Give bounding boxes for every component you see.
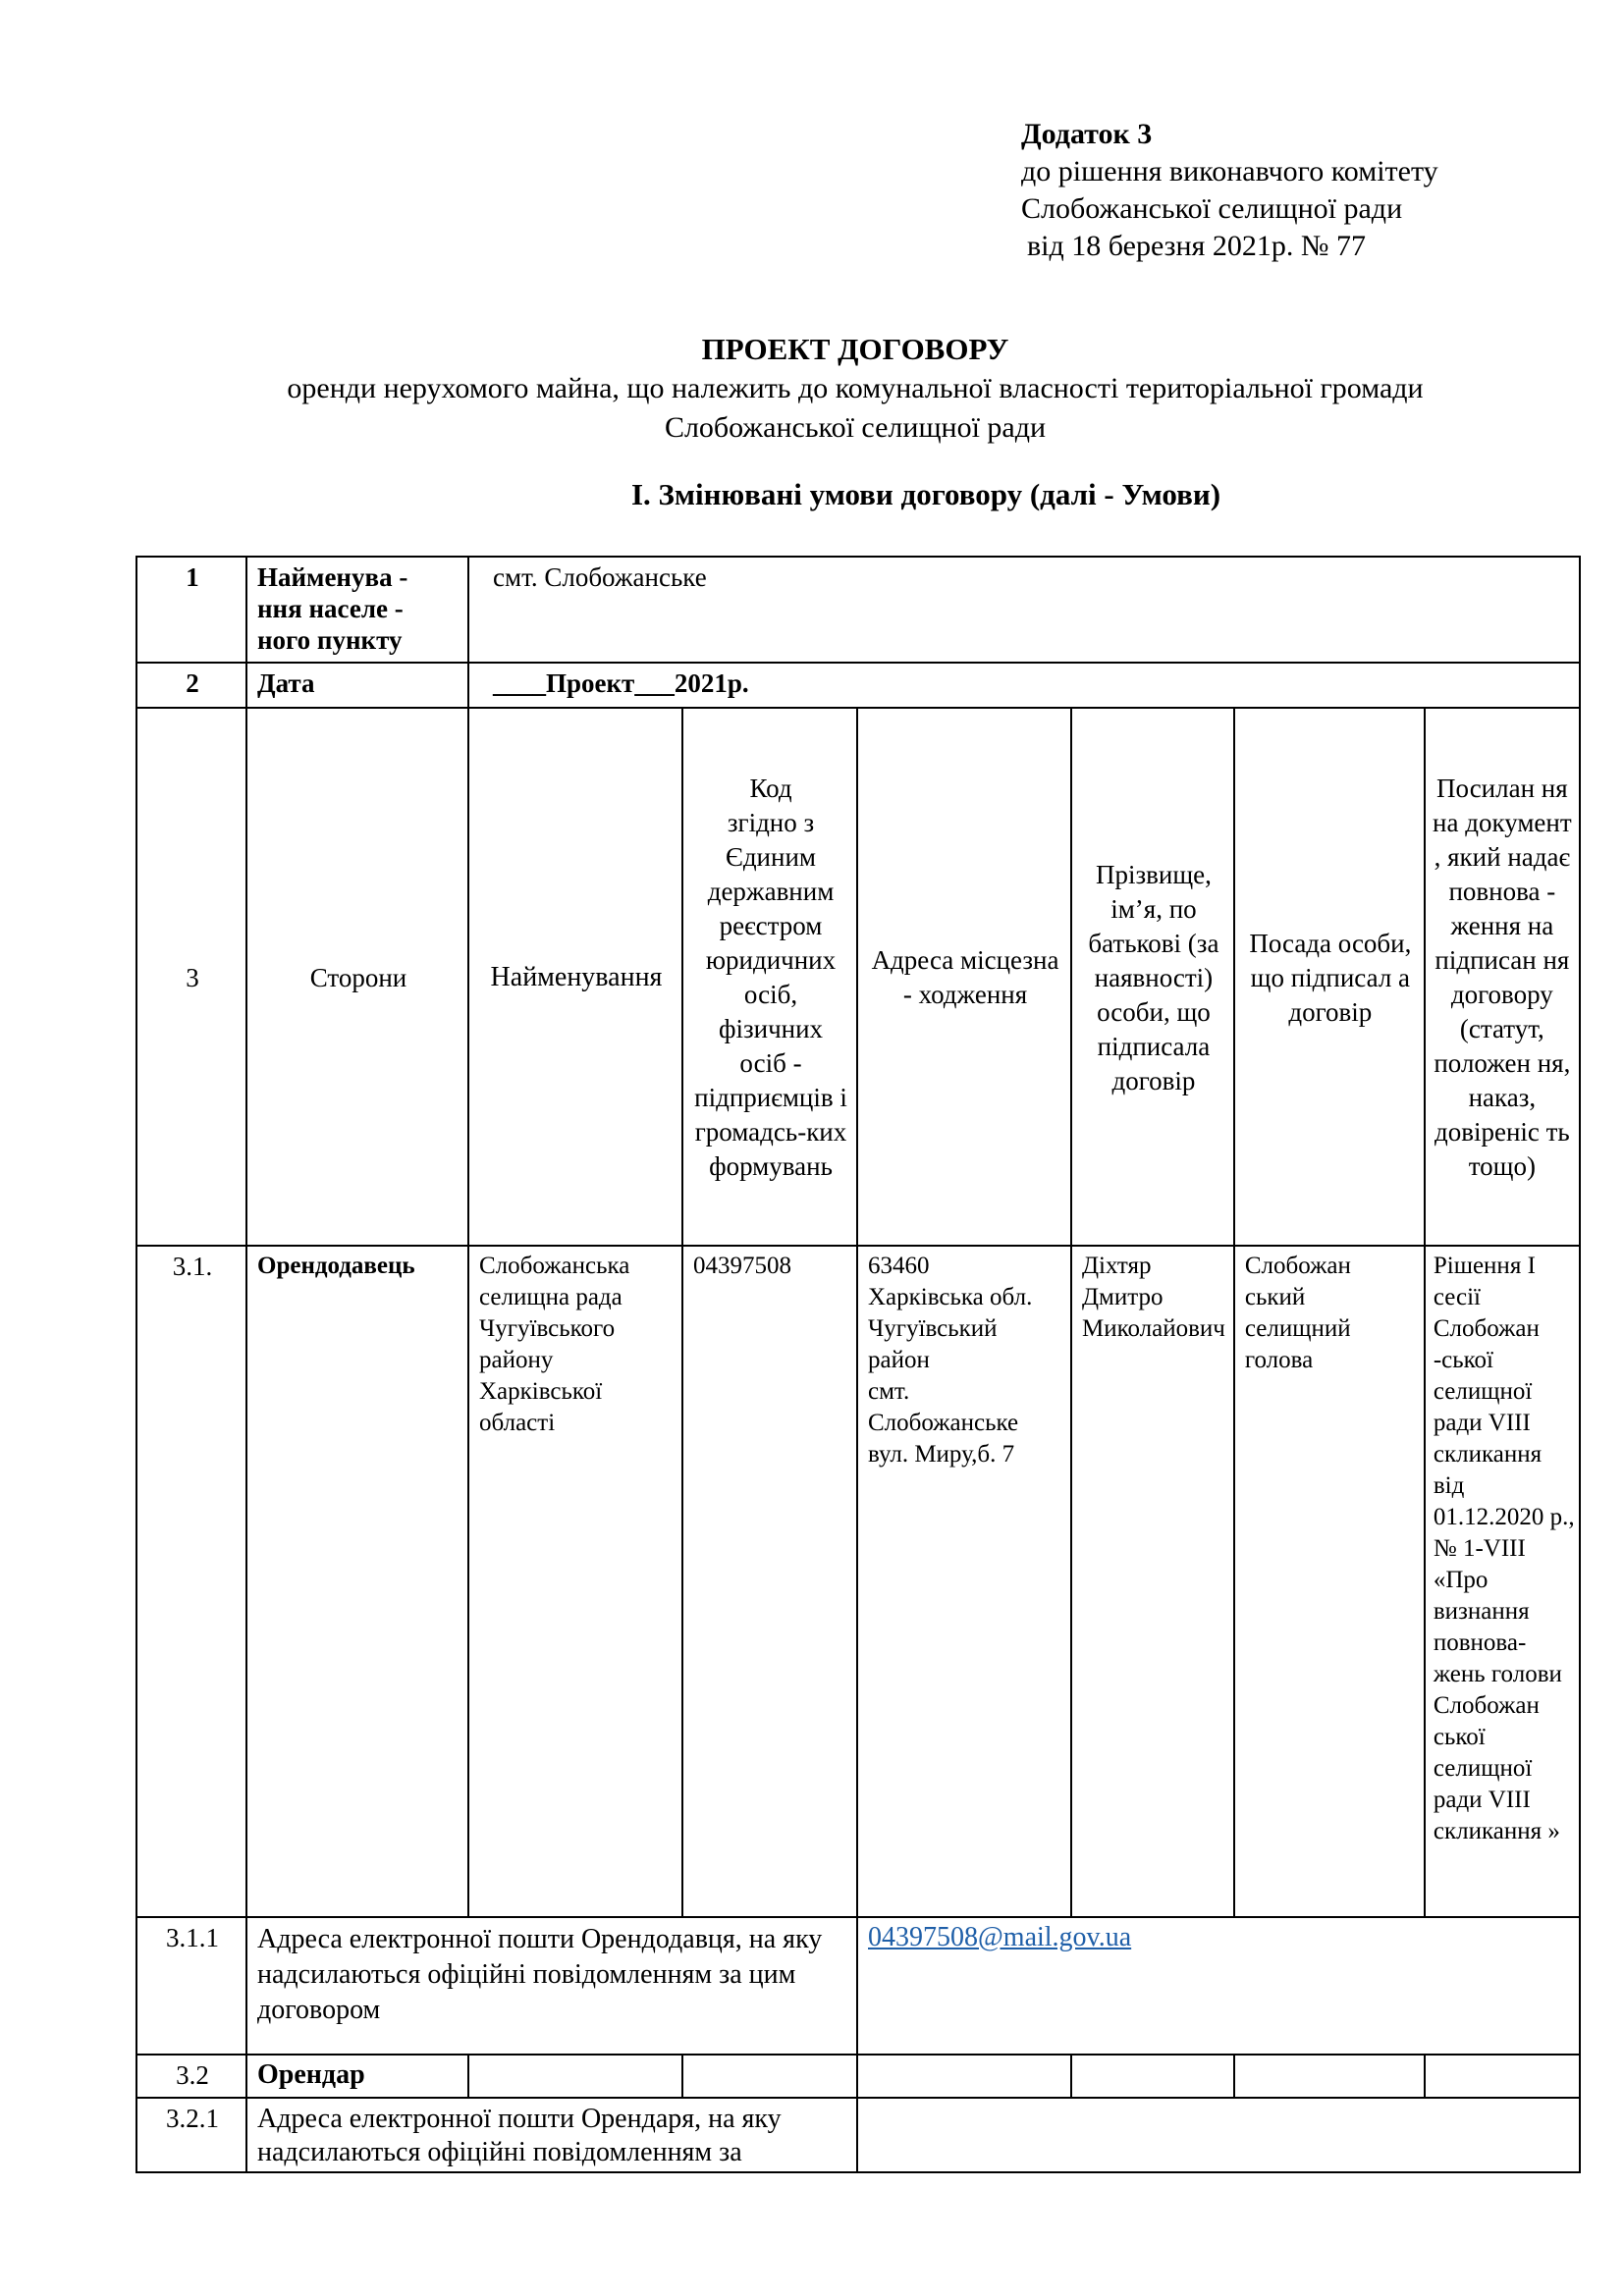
lessee-name	[468, 2055, 682, 2098]
appendix-label: Додаток 3	[1021, 118, 1153, 150]
lessee-position	[1234, 2055, 1425, 2098]
row-number: 1	[136, 557, 246, 663]
row-number: 3.2	[136, 2055, 246, 2098]
table-row	[136, 708, 1580, 1246]
lessee-label: Орендар	[246, 2055, 468, 2098]
section-title: І. Змінювані умови договору (далі - Умови)	[630, 477, 1221, 511]
lessor-name: Слобожанська селищна рада Чугуївського району Харківської області	[468, 1246, 682, 1917]
table-row	[136, 1917, 1580, 2055]
lessor-address: 63460 Харківська обл. Чугуївський район смт. Слобожанське вул. Миру,б. 7	[857, 1246, 1071, 1917]
appendix-line-1: до рішення виконавчого комітету	[1021, 155, 1438, 187]
table-row	[136, 557, 1580, 663]
header-document: Посилан ня на документ , який надає повнова - ження на підписан ня договору (статут, положен ня, наказ, довіреніс ть тощо)	[1425, 708, 1580, 1246]
header-position: Посада особи, що підписал а договір	[1234, 708, 1425, 1246]
header-address: Адреса місцезна - ходження	[857, 708, 1071, 1246]
date-value: ____Проект___2021р.	[468, 663, 1580, 708]
table-row	[136, 2055, 1580, 2098]
lessee-code	[682, 2055, 857, 2098]
lessor-label: Орендодавець	[246, 1246, 468, 1917]
lessee-email-cell	[857, 2098, 1580, 2172]
row-label-parties: Сторони	[246, 708, 468, 1246]
document-title: ПРОЕКТ ДОГОВОРУ	[701, 332, 1009, 366]
lessor-email-link[interactable]: 04397508@mail.gov.ua	[868, 1922, 1132, 1952]
contract-terms-table	[135, 556, 1581, 2173]
appendix-line-2: Слобожанської селищної ради	[1021, 192, 1403, 225]
appendix-line-3: від 18 березня 2021р. № 77	[1027, 230, 1366, 262]
row-number: 2	[136, 663, 246, 708]
lessor-document: Рішення І сесії Слобожан -ської селищної ради VІІІ скликання від 01.12.2020 р., № 1-VІІІ «Про визнання повнова-жень голови Слобожан ської селищної ради VІІІ скликання »	[1425, 1246, 1580, 1917]
table-row	[136, 663, 1580, 708]
row-number: 3	[136, 708, 246, 1246]
table-row	[136, 2098, 1580, 2172]
document-header	[135, 330, 1575, 448]
lessor-code: 04397508	[682, 1246, 857, 1917]
appendix-block	[1021, 116, 1571, 265]
row-number: 3.1.	[136, 1246, 246, 1917]
row-label-date: Дата	[246, 663, 468, 708]
table-row	[136, 1246, 1580, 1917]
lessor-email-label: Адреса електронної пошти Орендодавця, на яку надсилаються офіційні повідомленням за цим договором	[246, 1917, 857, 2055]
lessee-email-label: Адреса електронної пошти Орендаря, на яку надсилаються офіційні повідомленням за	[246, 2098, 857, 2172]
row-label-settlement: Найменува - ння населе - ного пункту	[246, 557, 468, 663]
lessor-email-cell	[857, 1917, 1580, 2055]
lessee-document	[1425, 2055, 1580, 2098]
lessee-address	[857, 2055, 1071, 2098]
lessee-person	[1071, 2055, 1234, 2098]
header-name: Найменування	[468, 708, 682, 1246]
document-subtitle-2: Слобожанської селищної ради	[664, 411, 1047, 444]
settlement-value: смт. Слобожанське	[468, 557, 1580, 663]
header-registry-code: Код згідно з Єдиним державним реєстром юридичних осіб, фізичних осіб - підприємців і громадсь-ких формувань	[682, 708, 857, 1246]
header-person: Прізвище, ім’я, по батькові (за наявності) особи, що підписала договір	[1071, 708, 1234, 1246]
row-number: 3.2.1	[136, 2098, 246, 2172]
document-subtitle-1: оренди нерухомого майна, що належить до комунальної власності територіальної громади	[287, 372, 1424, 404]
lessor-person: Діхтяр Дмитро Миколайович	[1071, 1246, 1234, 1917]
row-number: 3.1.1	[136, 1917, 246, 2055]
lessor-position: Слобожан ський селищний голова	[1234, 1246, 1425, 1917]
